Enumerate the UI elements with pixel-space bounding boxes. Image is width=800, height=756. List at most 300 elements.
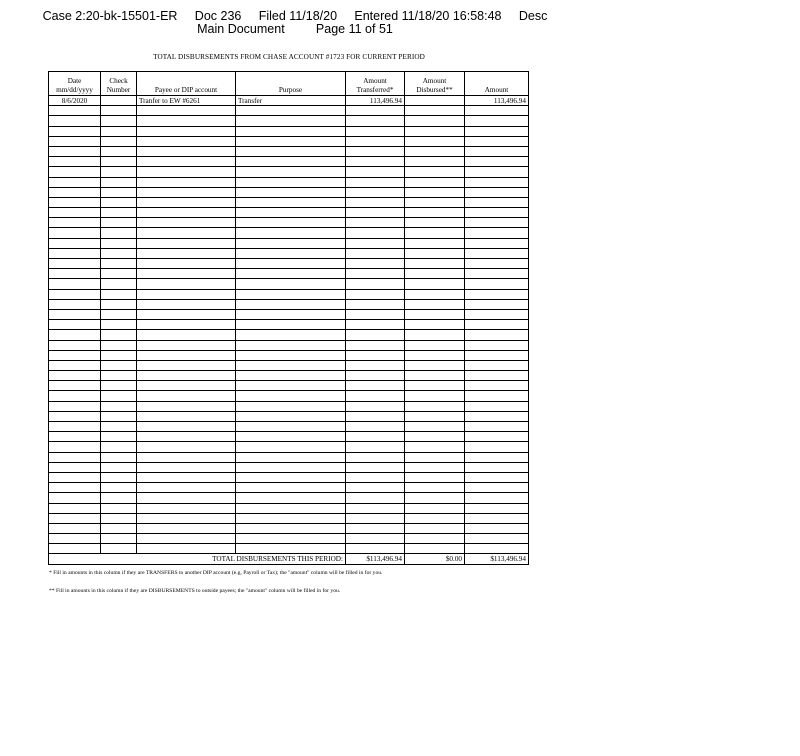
empty-cell <box>405 228 465 238</box>
empty-cell <box>346 157 405 167</box>
empty-cell <box>405 462 465 472</box>
empty-cell <box>465 177 529 187</box>
empty-cell <box>137 330 236 340</box>
empty-cell <box>346 126 405 136</box>
empty-cell <box>101 523 137 533</box>
empty-cell <box>101 259 137 269</box>
empty-cell <box>465 340 529 350</box>
empty-row <box>49 503 529 513</box>
empty-cell <box>137 208 236 218</box>
empty-cell <box>236 360 346 370</box>
empty-cell <box>346 228 405 238</box>
empty-cell <box>346 116 405 126</box>
disbursements-table <box>48 71 529 565</box>
empty-cell <box>236 432 346 442</box>
empty-cell <box>101 177 137 187</box>
footnote-disbursements: ** Fill in amounts in this column if they are DISBURSEMENTS to outside payees; the "amount" column will be filled in for you. <box>49 588 341 594</box>
empty-row <box>49 493 529 503</box>
empty-cell <box>465 513 529 523</box>
empty-row <box>49 534 529 544</box>
empty-cell <box>101 391 137 401</box>
empty-cell <box>236 340 346 350</box>
empty-cell <box>346 197 405 207</box>
empty-cell <box>405 513 465 523</box>
empty-row <box>49 146 529 156</box>
empty-row <box>49 483 529 493</box>
empty-cell <box>101 167 137 177</box>
empty-cell <box>101 401 137 411</box>
empty-cell <box>346 513 405 523</box>
empty-cell <box>465 208 529 218</box>
empty-cell <box>405 411 465 421</box>
empty-cell <box>346 299 405 309</box>
empty-row <box>49 187 529 197</box>
empty-cell <box>49 493 101 503</box>
empty-cell <box>137 187 236 197</box>
empty-row <box>49 136 529 146</box>
empty-cell <box>101 116 137 126</box>
cell-purpose: Transfer <box>236 96 346 106</box>
empty-cell <box>236 411 346 421</box>
empty-cell <box>346 289 405 299</box>
empty-cell <box>405 503 465 513</box>
empty-cell <box>137 442 236 452</box>
empty-cell <box>101 381 137 391</box>
empty-cell <box>137 513 236 523</box>
empty-cell <box>236 544 346 554</box>
empty-cell <box>101 248 137 258</box>
empty-cell <box>101 187 137 197</box>
case-header-line-1: Case 2:20-bk-15501-ER Doc 236 Filed 11/18/20 Entered 11/18/20 16:58:48 Desc <box>42 9 548 23</box>
empty-cell <box>346 146 405 156</box>
empty-row <box>49 523 529 533</box>
empty-cell <box>236 218 346 228</box>
empty-row <box>49 432 529 442</box>
empty-cell <box>137 381 236 391</box>
empty-cell <box>346 411 405 421</box>
empty-cell <box>101 126 137 136</box>
empty-cell <box>405 248 465 258</box>
empty-cell <box>137 157 236 167</box>
empty-row <box>49 544 529 554</box>
empty-cell <box>49 320 101 330</box>
empty-cell <box>49 126 101 136</box>
empty-cell <box>49 116 101 126</box>
empty-cell <box>346 544 405 554</box>
empty-cell <box>101 238 137 248</box>
empty-cell <box>346 309 405 319</box>
empty-cell <box>236 330 346 340</box>
empty-cell <box>346 259 405 269</box>
col-purpose-header: Purpose <box>236 72 346 96</box>
empty-cell <box>49 371 101 381</box>
empty-row <box>49 472 529 482</box>
empty-cell <box>236 187 346 197</box>
empty-cell <box>49 177 101 187</box>
empty-cell <box>236 442 346 452</box>
total-disbursed: $0.00 <box>405 554 465 564</box>
empty-cell <box>101 208 137 218</box>
empty-cell <box>101 544 137 554</box>
empty-cell <box>137 350 236 360</box>
empty-row <box>49 340 529 350</box>
empty-row <box>49 116 529 126</box>
empty-cell <box>405 157 465 167</box>
empty-cell <box>465 544 529 554</box>
empty-cell <box>346 381 405 391</box>
empty-cell <box>101 462 137 472</box>
empty-cell <box>49 350 101 360</box>
empty-cell <box>405 534 465 544</box>
empty-cell <box>465 269 529 279</box>
empty-cell <box>137 279 236 289</box>
empty-cell <box>346 534 405 544</box>
empty-cell <box>346 422 405 432</box>
empty-row <box>49 422 529 432</box>
empty-cell <box>236 279 346 289</box>
empty-cell <box>236 126 346 136</box>
empty-cell <box>137 248 236 258</box>
empty-cell <box>405 238 465 248</box>
empty-cell <box>346 177 405 187</box>
empty-cell <box>465 381 529 391</box>
empty-cell <box>236 146 346 156</box>
empty-cell <box>236 167 346 177</box>
col-check-header: Check Number <box>101 72 137 96</box>
empty-cell <box>49 289 101 299</box>
empty-cell <box>405 208 465 218</box>
empty-cell <box>137 503 236 513</box>
empty-cell <box>49 523 101 533</box>
empty-cell <box>465 289 529 299</box>
empty-cell <box>405 279 465 289</box>
empty-cell <box>236 259 346 269</box>
empty-cell <box>465 330 529 340</box>
total-label: TOTAL DISBURSEMENTS THIS PERIOD: <box>49 554 346 564</box>
empty-cell <box>49 483 101 493</box>
empty-cell <box>49 442 101 452</box>
empty-cell <box>137 411 236 421</box>
empty-row <box>49 401 529 411</box>
empty-cell <box>465 146 529 156</box>
empty-row <box>49 442 529 452</box>
empty-row <box>49 157 529 167</box>
empty-cell <box>49 544 101 554</box>
empty-cell <box>346 167 405 177</box>
empty-cell <box>236 472 346 482</box>
empty-cell <box>137 167 236 177</box>
empty-cell <box>346 452 405 462</box>
empty-cell <box>236 248 346 258</box>
empty-cell <box>465 320 529 330</box>
empty-row <box>49 106 529 116</box>
table-row <box>49 96 529 106</box>
empty-row <box>49 259 529 269</box>
total-amount: $113,496.94 <box>465 554 529 564</box>
empty-cell <box>49 238 101 248</box>
empty-cell <box>101 442 137 452</box>
empty-row <box>49 381 529 391</box>
empty-cell <box>465 157 529 167</box>
empty-cell <box>346 340 405 350</box>
empty-cell <box>405 197 465 207</box>
empty-cell <box>236 534 346 544</box>
empty-cell <box>346 401 405 411</box>
empty-row <box>49 167 529 177</box>
empty-cell <box>236 401 346 411</box>
empty-cell <box>49 136 101 146</box>
total-transferred: $113,496.94 <box>346 554 405 564</box>
empty-cell <box>101 218 137 228</box>
empty-cell <box>405 299 465 309</box>
empty-cell <box>49 299 101 309</box>
empty-cell <box>49 106 101 116</box>
empty-cell <box>465 259 529 269</box>
empty-cell <box>236 381 346 391</box>
empty-cell <box>405 320 465 330</box>
empty-cell <box>101 534 137 544</box>
empty-cell <box>137 136 236 146</box>
col-disbursed-header: Amount Disbursed** <box>405 72 465 96</box>
empty-cell <box>101 146 137 156</box>
empty-cell <box>346 462 405 472</box>
empty-cell <box>405 136 465 146</box>
empty-cell <box>465 401 529 411</box>
empty-cell <box>49 228 101 238</box>
empty-cell <box>405 187 465 197</box>
empty-cell <box>137 452 236 462</box>
empty-row <box>49 177 529 187</box>
empty-cell <box>405 126 465 136</box>
empty-cell <box>465 360 529 370</box>
empty-cell <box>49 411 101 421</box>
empty-cell <box>465 432 529 442</box>
empty-cell <box>137 116 236 126</box>
empty-row <box>49 513 529 523</box>
empty-cell <box>346 523 405 533</box>
empty-cell <box>236 503 346 513</box>
empty-cell <box>405 371 465 381</box>
empty-cell <box>236 208 346 218</box>
empty-row <box>49 126 529 136</box>
empty-cell <box>236 371 346 381</box>
empty-cell <box>405 472 465 482</box>
empty-cell <box>465 462 529 472</box>
empty-cell <box>465 218 529 228</box>
empty-cell <box>49 330 101 340</box>
empty-cell <box>137 523 236 533</box>
cell-disbursed <box>405 96 465 106</box>
empty-cell <box>101 197 137 207</box>
empty-cell <box>465 422 529 432</box>
empty-cell <box>465 309 529 319</box>
empty-cell <box>405 340 465 350</box>
empty-cell <box>49 472 101 482</box>
empty-cell <box>137 483 236 493</box>
empty-cell <box>49 146 101 156</box>
empty-cell <box>49 381 101 391</box>
empty-cell <box>465 187 529 197</box>
empty-row <box>49 371 529 381</box>
empty-cell <box>49 391 101 401</box>
empty-row <box>49 208 529 218</box>
empty-cell <box>465 228 529 238</box>
empty-cell <box>137 309 236 319</box>
empty-cell <box>49 187 101 197</box>
empty-cell <box>101 411 137 421</box>
empty-cell <box>465 116 529 126</box>
empty-cell <box>236 350 346 360</box>
empty-cell <box>405 218 465 228</box>
empty-cell <box>465 279 529 289</box>
empty-cell <box>101 330 137 340</box>
empty-cell <box>49 279 101 289</box>
empty-cell <box>101 483 137 493</box>
empty-cell <box>465 503 529 513</box>
empty-cell <box>49 218 101 228</box>
col-payee-header: Payee or DIP account <box>137 72 236 96</box>
empty-cell <box>137 391 236 401</box>
empty-cell <box>137 371 236 381</box>
empty-cell <box>236 177 346 187</box>
empty-row <box>49 350 529 360</box>
empty-row <box>49 330 529 340</box>
cell-payee: Tranfer to EW #6261 <box>137 96 236 106</box>
empty-cell <box>101 472 137 482</box>
empty-cell <box>346 391 405 401</box>
empty-cell <box>346 279 405 289</box>
empty-cell <box>137 534 236 544</box>
empty-cell <box>137 269 236 279</box>
empty-cell <box>405 350 465 360</box>
empty-cell <box>405 422 465 432</box>
empty-cell <box>405 452 465 462</box>
empty-cell <box>346 320 405 330</box>
empty-cell <box>465 483 529 493</box>
empty-cell <box>405 289 465 299</box>
cell-check <box>101 96 137 106</box>
empty-cell <box>405 442 465 452</box>
empty-cell <box>405 381 465 391</box>
empty-cell <box>346 238 405 248</box>
empty-cell <box>101 513 137 523</box>
cell-date: 8/6/2020 <box>49 96 101 106</box>
empty-cell <box>101 422 137 432</box>
empty-cell <box>346 360 405 370</box>
empty-cell <box>101 371 137 381</box>
empty-cell <box>137 146 236 156</box>
empty-cell <box>236 493 346 503</box>
empty-row <box>49 320 529 330</box>
empty-cell <box>346 503 405 513</box>
empty-cell <box>101 279 137 289</box>
empty-cell <box>236 391 346 401</box>
empty-cell <box>405 116 465 126</box>
empty-row <box>49 228 529 238</box>
empty-cell <box>137 177 236 187</box>
empty-cell <box>49 462 101 472</box>
empty-cell <box>465 299 529 309</box>
totals-row <box>49 554 529 564</box>
empty-cell <box>405 493 465 503</box>
empty-cell <box>49 208 101 218</box>
empty-cell <box>101 350 137 360</box>
empty-cell <box>236 197 346 207</box>
empty-row <box>49 299 529 309</box>
empty-cell <box>465 442 529 452</box>
empty-cell <box>465 523 529 533</box>
empty-cell <box>405 330 465 340</box>
empty-row <box>49 452 529 462</box>
empty-cell <box>49 197 101 207</box>
empty-cell <box>405 309 465 319</box>
empty-cell <box>465 238 529 248</box>
empty-cell <box>236 136 346 146</box>
empty-cell <box>346 350 405 360</box>
empty-cell <box>49 422 101 432</box>
cell-amount: 113,496.94 <box>465 96 529 106</box>
table-body <box>49 96 529 554</box>
empty-row <box>49 238 529 248</box>
empty-cell <box>405 544 465 554</box>
empty-cell <box>137 340 236 350</box>
empty-cell <box>137 228 236 238</box>
empty-cell <box>465 411 529 421</box>
empty-cell <box>49 157 101 167</box>
empty-cell <box>405 401 465 411</box>
empty-cell <box>236 228 346 238</box>
empty-cell <box>137 197 236 207</box>
empty-cell <box>101 452 137 462</box>
empty-row <box>49 411 529 421</box>
empty-cell <box>101 503 137 513</box>
empty-cell <box>137 360 236 370</box>
empty-cell <box>101 228 137 238</box>
empty-cell <box>405 106 465 116</box>
empty-cell <box>49 503 101 513</box>
empty-cell <box>465 534 529 544</box>
empty-cell <box>101 289 137 299</box>
empty-cell <box>49 534 101 544</box>
empty-cell <box>49 432 101 442</box>
empty-cell <box>49 513 101 523</box>
empty-cell <box>405 167 465 177</box>
empty-cell <box>236 299 346 309</box>
empty-cell <box>346 442 405 452</box>
empty-cell <box>101 269 137 279</box>
empty-cell <box>101 157 137 167</box>
empty-cell <box>49 259 101 269</box>
empty-cell <box>346 371 405 381</box>
empty-cell <box>137 422 236 432</box>
empty-cell <box>137 401 236 411</box>
empty-cell <box>49 309 101 319</box>
empty-cell <box>465 197 529 207</box>
empty-cell <box>236 422 346 432</box>
empty-cell <box>101 136 137 146</box>
empty-cell <box>346 472 405 482</box>
case-header-line-2: Main Document Page 11 of 51 <box>197 22 393 36</box>
empty-cell <box>236 106 346 116</box>
empty-cell <box>49 340 101 350</box>
empty-row <box>49 289 529 299</box>
empty-row <box>49 218 529 228</box>
empty-cell <box>236 513 346 523</box>
empty-cell <box>465 136 529 146</box>
empty-cell <box>465 350 529 360</box>
cell-transferred: 113,496.94 <box>346 96 405 106</box>
empty-cell <box>236 452 346 462</box>
